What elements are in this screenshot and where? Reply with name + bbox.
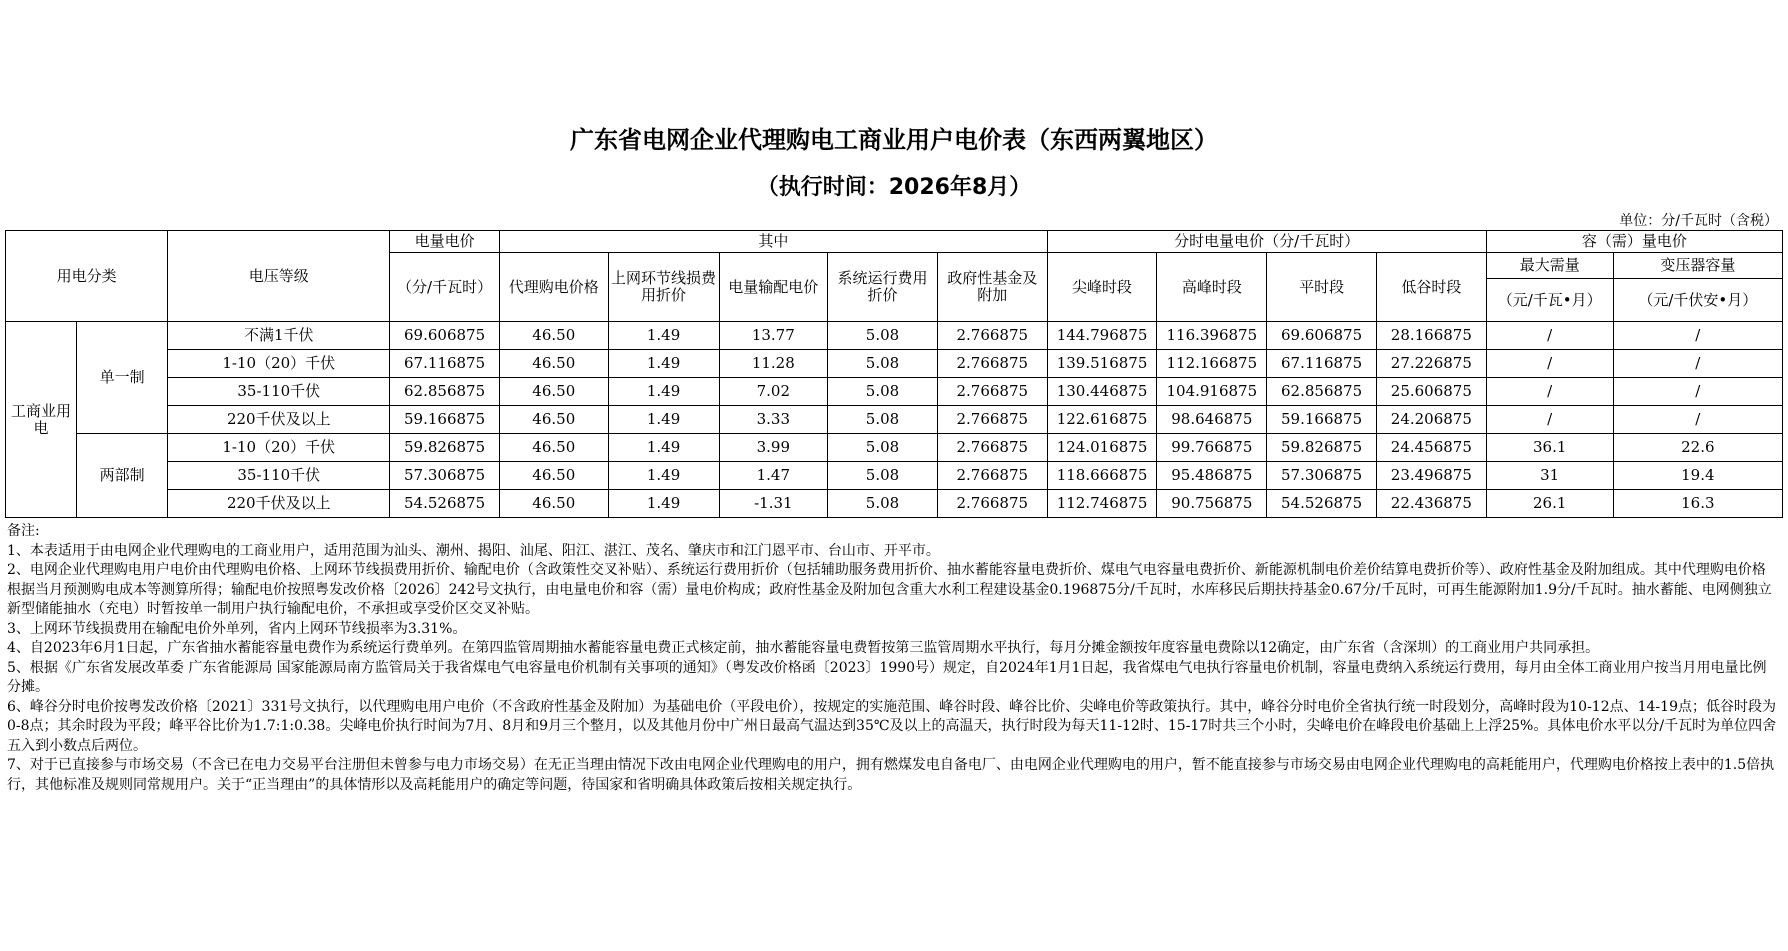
group-label: 工商业用电: [6, 322, 77, 518]
cell-agent: 46.50: [499, 406, 608, 434]
cell-energy: 54.526875: [390, 490, 500, 518]
cell-transformer: /: [1613, 350, 1782, 378]
header-max-demand-unit: （元/千瓦•月）: [1486, 279, 1613, 322]
cell-sys: 5.08: [828, 462, 938, 490]
cell-sharp: 144.796875: [1047, 322, 1157, 350]
cell-fund: 2.766875: [937, 462, 1047, 490]
table-row: [6, 434, 1783, 462]
cell-valley: 24.456875: [1376, 434, 1486, 462]
header-energy-unit: （分/千瓦时）: [390, 253, 500, 322]
cell-demand: 26.1: [1486, 490, 1613, 518]
cell-loss: 1.49: [608, 434, 719, 462]
subgroup-two-part: 两部制: [76, 434, 167, 518]
note-item: 1、本表适用于由电网企业代理购电的工商业用户，适用范围为汕头、潮州、揭阳、汕尾、阳江、湛江、茂名、肇庆市和江门恩平市、台山市、开平市。: [7, 542, 940, 559]
cell-flat: 57.306875: [1267, 462, 1377, 490]
cell-demand: /: [1486, 350, 1613, 378]
cell-demand: 31: [1486, 462, 1613, 490]
cell-loss: 1.49: [608, 378, 719, 406]
cell-agent: 46.50: [499, 322, 608, 350]
cell-sharp: 112.746875: [1047, 490, 1157, 518]
cell-sys: 5.08: [828, 434, 938, 462]
cell-demand: /: [1486, 322, 1613, 350]
cell-loss: 1.49: [608, 490, 719, 518]
cell-transformer: 16.3: [1613, 490, 1782, 518]
header-capacity: 容（需）量电价: [1486, 231, 1782, 253]
table-row: [6, 350, 1783, 378]
cell-voltage: 220千伏及以上: [168, 406, 390, 434]
price-table: [5, 230, 1783, 518]
cell-sharp: 130.446875: [1047, 378, 1157, 406]
cell-transformer: 22.6: [1613, 434, 1782, 462]
cell-sys: 5.08: [828, 350, 938, 378]
cell-fund: 2.766875: [937, 350, 1047, 378]
header-among: 其中: [499, 231, 1047, 253]
header-agent-price: 代理购电价格: [499, 253, 608, 322]
cell-sharp: 122.616875: [1047, 406, 1157, 434]
header-energy-price: 电量电价: [390, 231, 500, 253]
unit-label: 单位：分/千瓦时（含税）: [1619, 213, 1778, 229]
cell-valley: 23.496875: [1376, 462, 1486, 490]
cell-trans: -1.31: [719, 490, 828, 518]
table-row: [6, 490, 1783, 518]
cell-demand: /: [1486, 406, 1613, 434]
header-voltage: 电压等级: [168, 231, 390, 322]
cell-fund: 2.766875: [937, 434, 1047, 462]
cell-flat: 69.606875: [1267, 322, 1377, 350]
cell-loss: 1.49: [608, 406, 719, 434]
cell-flat: 54.526875: [1267, 490, 1377, 518]
cell-sharp: 118.666875: [1047, 462, 1157, 490]
cell-voltage: 不满1千伏: [168, 322, 390, 350]
page-title: 广东省电网企业代理购电工商业用户电价表（东西两翼地区）: [570, 126, 1218, 154]
cell-voltage: 1-10（20）千伏: [168, 434, 390, 462]
cell-energy: 59.166875: [390, 406, 500, 434]
header-category: 用电分类: [6, 231, 168, 322]
header-loss-price: 上网环节线损费用折价: [608, 253, 719, 322]
cell-trans: 11.28: [719, 350, 828, 378]
table-row: [6, 406, 1783, 434]
cell-peak: 90.756875: [1157, 490, 1267, 518]
cell-transformer: 19.4: [1613, 462, 1782, 490]
cell-voltage: 1-10（20）千伏: [168, 350, 390, 378]
header-system-cost: 系统运行费用折价: [828, 253, 938, 322]
cell-energy: 62.856875: [390, 378, 500, 406]
cell-peak: 112.166875: [1157, 350, 1267, 378]
table-row: [6, 378, 1783, 406]
cell-trans: 3.99: [719, 434, 828, 462]
cell-fund: 2.766875: [937, 322, 1047, 350]
cell-demand: 36.1: [1486, 434, 1613, 462]
cell-energy: 59.826875: [390, 434, 500, 462]
note-item: 4、自2023年6月1日起，广东省抽水蓄能容量电费作为系统运行费单列。在第四监管周期抽水蓄能容量电费正式核定前，抽水蓄能容量电费暂按第三监管周期水平执行，每月分摊金额按年度容量电费除以12确定，由广东省（含深圳）的工商业用户共同承担。: [7, 640, 1600, 656]
notes-section: [7, 522, 1777, 795]
header-transformer-unit: （元/千伏安•月）: [1613, 279, 1782, 322]
header-valley: 低谷时段: [1376, 253, 1486, 322]
page-subtitle: （执行时间：2026年8月）: [756, 175, 1032, 200]
cell-flat: 59.166875: [1267, 406, 1377, 434]
cell-sharp: 139.516875: [1047, 350, 1157, 378]
cell-sharp: 124.016875: [1047, 434, 1157, 462]
cell-trans: 3.33: [719, 406, 828, 434]
cell-loss: 1.49: [608, 322, 719, 350]
cell-trans: 1.47: [719, 462, 828, 490]
cell-voltage: 35-110千伏: [168, 378, 390, 406]
cell-valley: 28.166875: [1376, 322, 1486, 350]
cell-sys: 5.08: [828, 406, 938, 434]
cell-energy: 69.606875: [390, 322, 500, 350]
note-item: 7、对于已直接参与市场交易（不含已在电力交易平台注册但未曾参与电力市场交易）在无正当理由情况下改由电网企业代理购电的用户，拥有燃煤发电自备电厂、由电网企业代理购电的用户，暂不能直接参与市场交易由电网企业代理购电的高耗能用户，代理购电价格按上表中的1.5倍执行，其他标准及规则同常规用户。关于“正当理由”的具体情形以及高耗能用户的确定等问题，待国家和省明确具体政策后按相关规定执行。: [7, 757, 1775, 793]
cell-peak: 116.396875: [1157, 322, 1267, 350]
cell-valley: 25.606875: [1376, 378, 1486, 406]
notes-heading: 备注:: [7, 523, 40, 539]
header-gov-fund: 政府性基金及附加: [937, 253, 1047, 322]
cell-sys: 5.08: [828, 490, 938, 518]
cell-loss: 1.49: [608, 462, 719, 490]
cell-fund: 2.766875: [937, 406, 1047, 434]
header-max-demand: 最大需量: [1486, 253, 1613, 279]
cell-agent: 46.50: [499, 462, 608, 490]
header-sharp: 尖峰时段: [1047, 253, 1157, 322]
cell-peak: 99.766875: [1157, 434, 1267, 462]
subgroup-single: 单一制: [76, 322, 167, 434]
cell-energy: 57.306875: [390, 462, 500, 490]
cell-agent: 46.50: [499, 378, 608, 406]
cell-peak: 95.486875: [1157, 462, 1267, 490]
cell-valley: 27.226875: [1376, 350, 1486, 378]
cell-fund: 2.766875: [937, 378, 1047, 406]
cell-flat: 62.856875: [1267, 378, 1377, 406]
table-row: [6, 322, 1783, 350]
header-flat: 平时段: [1267, 253, 1377, 322]
cell-fund: 2.766875: [937, 490, 1047, 518]
header-tou: 分时电量电价（分/千瓦时）: [1047, 231, 1486, 253]
header-transmission: 电量输配电价: [719, 253, 828, 322]
cell-agent: 46.50: [499, 350, 608, 378]
cell-agent: 46.50: [499, 434, 608, 462]
cell-voltage: 220千伏及以上: [168, 490, 390, 518]
cell-peak: 98.646875: [1157, 406, 1267, 434]
cell-voltage: 35-110千伏: [168, 462, 390, 490]
header-transformer: 变压器容量: [1613, 253, 1782, 279]
cell-flat: 67.116875: [1267, 350, 1377, 378]
cell-loss: 1.49: [608, 350, 719, 378]
note-item: 3、上网环节线损费用在输配电价外单列，省内上网环节线损率为3.31%。: [7, 620, 467, 637]
header-peak: 高峰时段: [1157, 253, 1267, 322]
note-item: 2、电网企业代理购电用户电价由代理购电价格、上网环节线损费用折价、输配电价（含政策性交叉补贴）、系统运行费用折价（包括辅助服务费用折价、抽水蓄能容量电费折价、煤电气电容量电费折价、新能源机制电价差价结算电费折价等）、政府性基金及附加组成。其中代理购电价格根据当月预测购电成本等测算所得；输配电价按照粤发改价格〔2026〕242号文执行，由电量电价和容（需）量电价构成；政府性基金及附加包含重大水利工程建设基金0.196875分/千瓦时，水库移民后期扶持基金0.67分/千瓦时，可再生能源附加1.9分/千瓦时。抽水蓄能、电网侧独立新型储能抽水（充电）时暂按单一制用户执行输配电价，不承担或享受价区交叉补贴。: [7, 562, 1772, 617]
cell-valley: 22.436875: [1376, 490, 1486, 518]
cell-transformer: /: [1613, 322, 1782, 350]
cell-agent: 46.50: [499, 490, 608, 518]
cell-valley: 24.206875: [1376, 406, 1486, 434]
note-item: 5、根据《广东省发展改革委 广东省能源局 国家能源局南方监管局关于我省煤电气电容量电价机制有关事项的通知》（粤发改价格函〔2023〕1990号）规定，自2024年1月1日起，我省煤电气电执行容量电价机制，容量电费纳入系统运行费用，每月由全体工商业用户按当月用电量比例分摊。: [7, 659, 1767, 695]
cell-flat: 59.826875: [1267, 434, 1377, 462]
cell-demand: /: [1486, 378, 1613, 406]
cell-energy: 67.116875: [390, 350, 500, 378]
table-row: [6, 462, 1783, 490]
cell-trans: 7.02: [719, 378, 828, 406]
cell-sys: 5.08: [828, 378, 938, 406]
note-item: 6、峰谷分时电价按粤发改价格〔2021〕331号文执行，以代理购电用户电价（不含政府性基金及附加）为基础电价（平段电价），按规定的实施范围、峰谷时段、峰谷比价、尖峰电价等政策执行。其中，峰谷分时电价全省执行统一时段划分，高峰时段为10-12点、14-19点；低谷时段为0-8点；其余时段为平段；峰平谷比价为1.7:1:0.38。尖峰电价执行时间为7月、8月和9月三个整月，以及其他月份中广州日最高气温达到35℃及以上的高温天，执行时段为每天11-12时、15-17时共三个小时，尖峰电价在峰段电价基础上上浮25%。具体电价水平以分/千瓦时为单位四舍五入到小数点后两位。: [7, 698, 1777, 754]
cell-trans: 13.77: [719, 322, 828, 350]
cell-transformer: /: [1613, 378, 1782, 406]
cell-peak: 104.916875: [1157, 378, 1267, 406]
cell-transformer: /: [1613, 406, 1782, 434]
cell-sys: 5.08: [828, 322, 938, 350]
